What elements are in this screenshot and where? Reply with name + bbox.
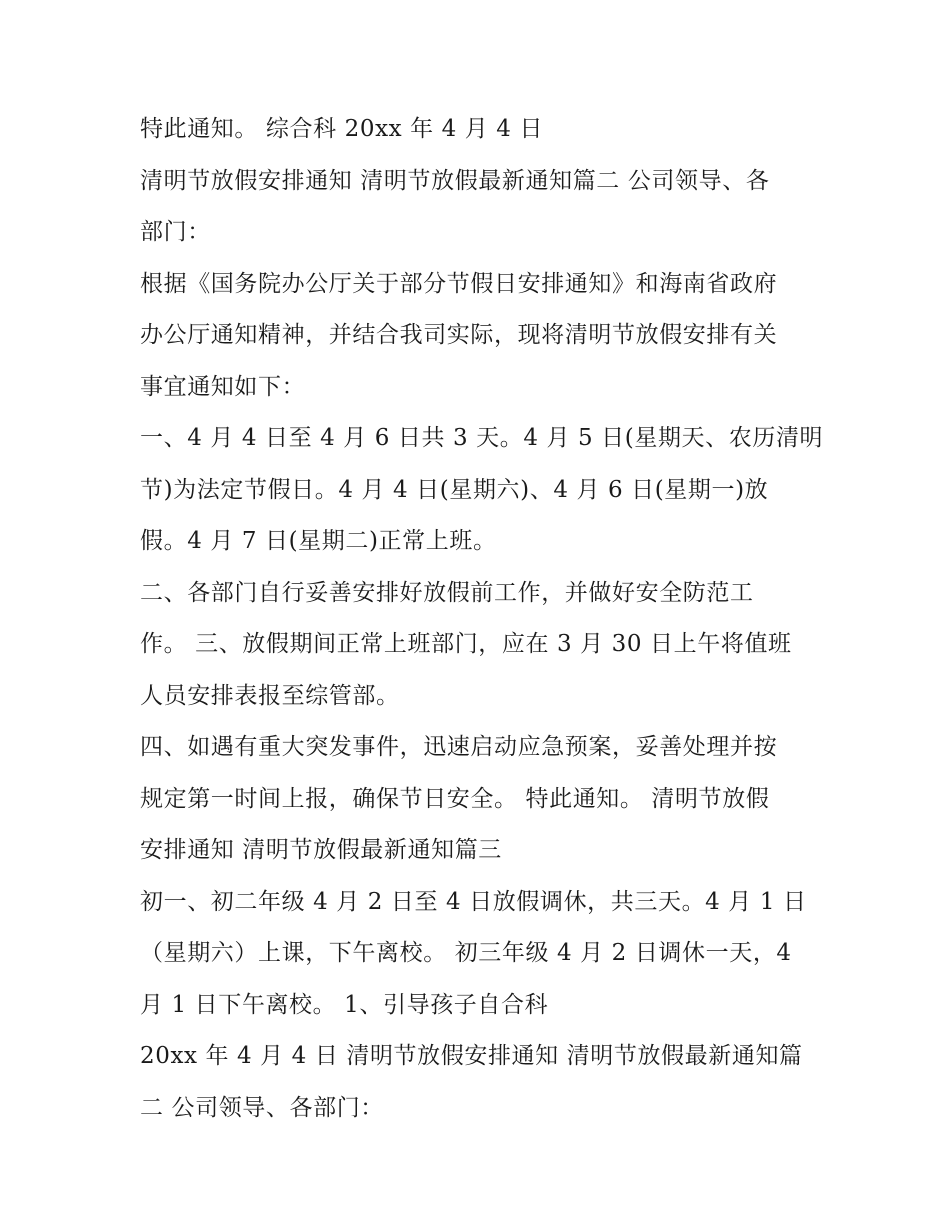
text-line: 事宜通知如下： — [140, 373, 306, 400]
text-line: 办公厅通知精神，并结合我司实际，现将清明节放假安排有关 — [140, 322, 778, 348]
text-line: 规定第一时间上报，确保节日安全。 特此通知。 清明节放假 — [140, 785, 770, 812]
text-line: 部门： — [140, 219, 211, 245]
text-line: 20xx 年 4 月 4 日 清明节放假安排通知 清明节放假最新通知篇 — [140, 1043, 803, 1069]
text-line: 一、4 月 4 日至 4 月 6 日共 3 天。4 月 5 日(星期天、农历清明 — [140, 425, 824, 451]
text-line: 作。 三、放假期间正常上班部门，应在 3 月 30 日上午将值班 — [140, 631, 792, 657]
text-line: 二 公司领导、各部门： — [140, 1094, 384, 1121]
text-line: 根据《国务院办公厅关于部分节假日安排通知》和海南省政府 — [140, 270, 778, 297]
text-line: 假。4 月 7 日(星期二)正常上班。 — [140, 528, 497, 554]
text-line: 清明节放假安排通知 清明节放假最新通知篇二 公司领导、各 — [140, 167, 770, 194]
text-line: 节)为法定节假日。4 月 4 日(星期六)、4 月 6 日(星期一)放 — [140, 476, 769, 503]
text-line: 四、如遇有重大突发事件，迅速启动应急预案，妥善处理并按 — [140, 734, 778, 760]
text-line: 月 1 日下午离校。 1、引导孩子自合科 — [140, 991, 549, 1018]
text-line: 安排通知 清明节放假最新通知篇三 — [140, 837, 502, 863]
document-body — [140, 104, 824, 1134]
text-line: （星期六）上课，下午离校。 初三年级 4 月 2 日调休一天，4 — [140, 940, 792, 966]
text-line: 特此通知。 综合科 20xx 年 4 月 4 日 — [140, 116, 544, 142]
text-line: 人员安排表报至综管部。 — [140, 682, 400, 709]
text-line: 二、各部门自行妥善安排好放假前工作，并做好安全防范工 — [140, 579, 754, 606]
text-line: 初一、初二年级 4 月 2 日至 4 日放假调休，共三天。4 月 1 日 — [140, 888, 807, 915]
